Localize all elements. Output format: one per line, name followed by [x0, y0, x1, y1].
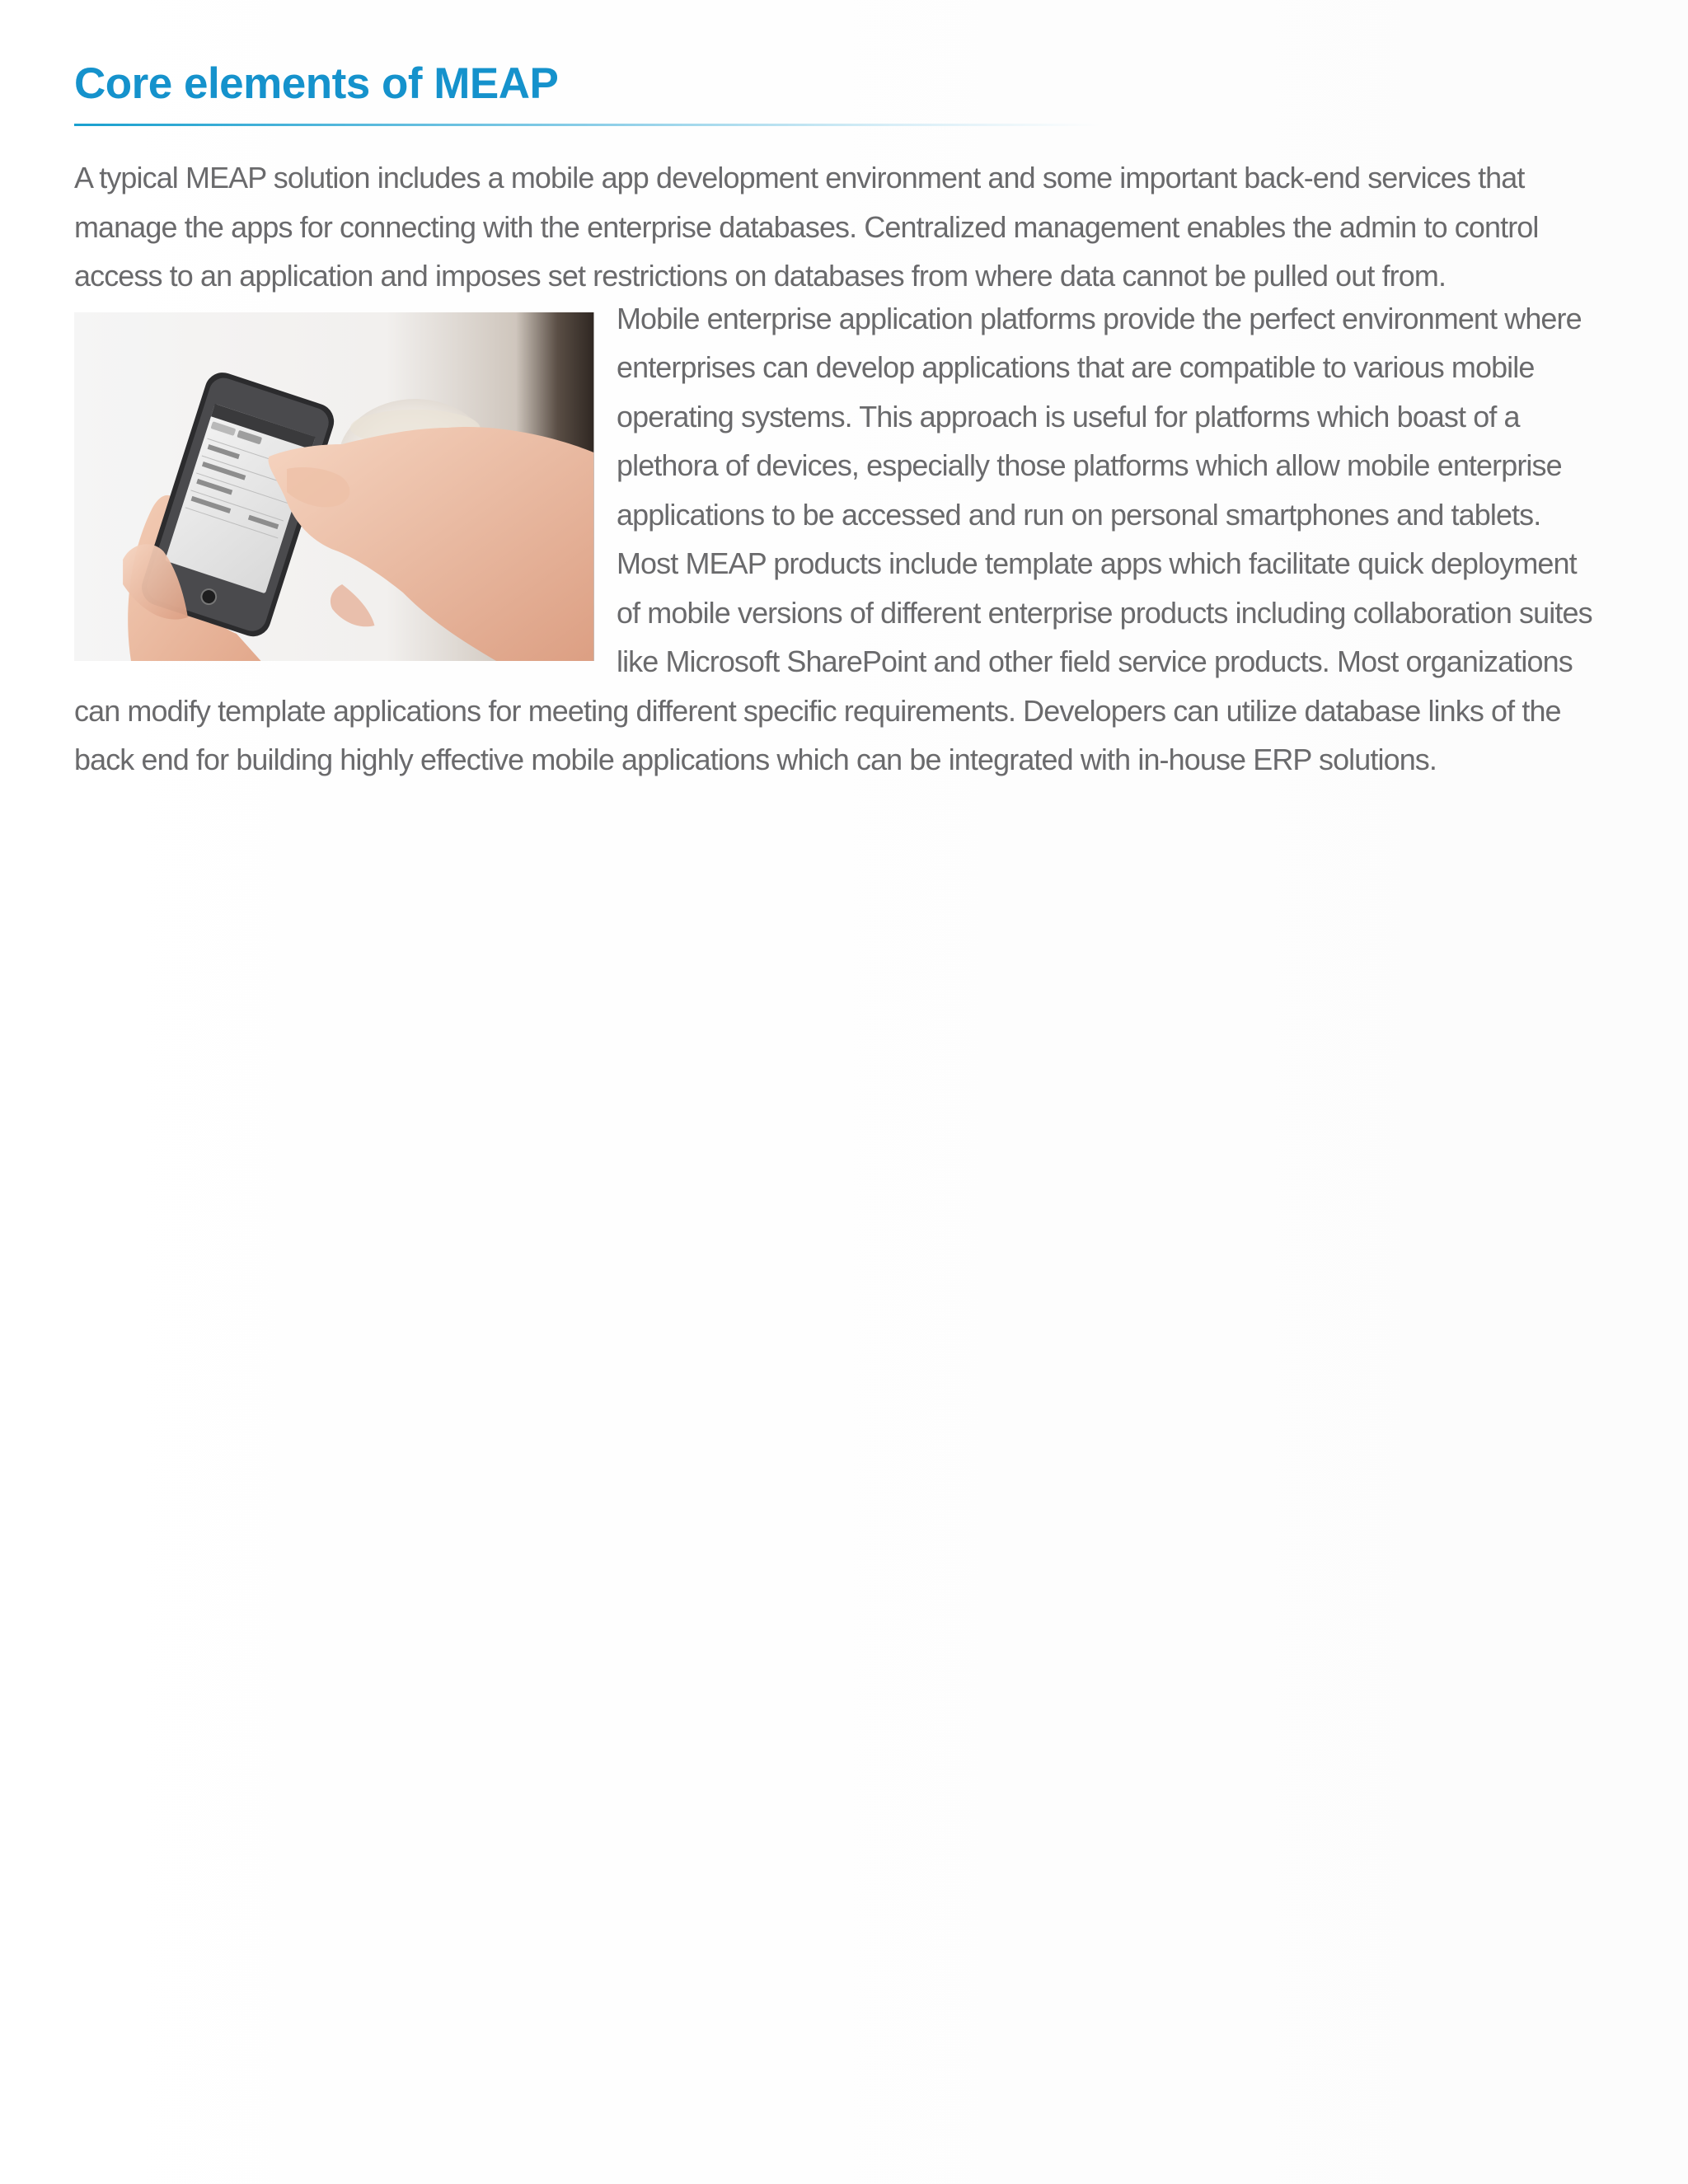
smartphone-photo [74, 312, 593, 661]
section-heading: Core elements of MEAP [74, 59, 559, 108]
hand-holding-phone-illustration [74, 312, 593, 661]
intro-paragraph: A typical MEAP solution includes a mobile app development environment and some important back-end services that manage the apps for connecting with the enterprise databases. Centralized management enables the admin to control access to an application and imposes set restrictions on databases from where data cannot be pulled out from. [74, 161, 1539, 293]
platform-paragraph: Mobile enterprise application platforms provide the perfect environment where enterprises can develop applications that are compatible to various mobile operating systems. This approach is useful for platforms which boast of a plethora of devices, especially those platforms which allow mobile enterprise applications to be accessed and run on personal smartphones and tablets. Most MEAP products include template apps which facilitate quick deployment of mobile versions of different enterprise products including collaboration suites like Microsoft SharePoint and other field service products. Most organizations can modify template applications for meeting different specific requirements. Developers can utilize database links of the back end for building highly effective mobile applications which can be integrated with in-house ERP solutions. [74, 301, 1592, 776]
heading-divider [74, 124, 1100, 126]
body-text [74, 153, 1601, 785]
